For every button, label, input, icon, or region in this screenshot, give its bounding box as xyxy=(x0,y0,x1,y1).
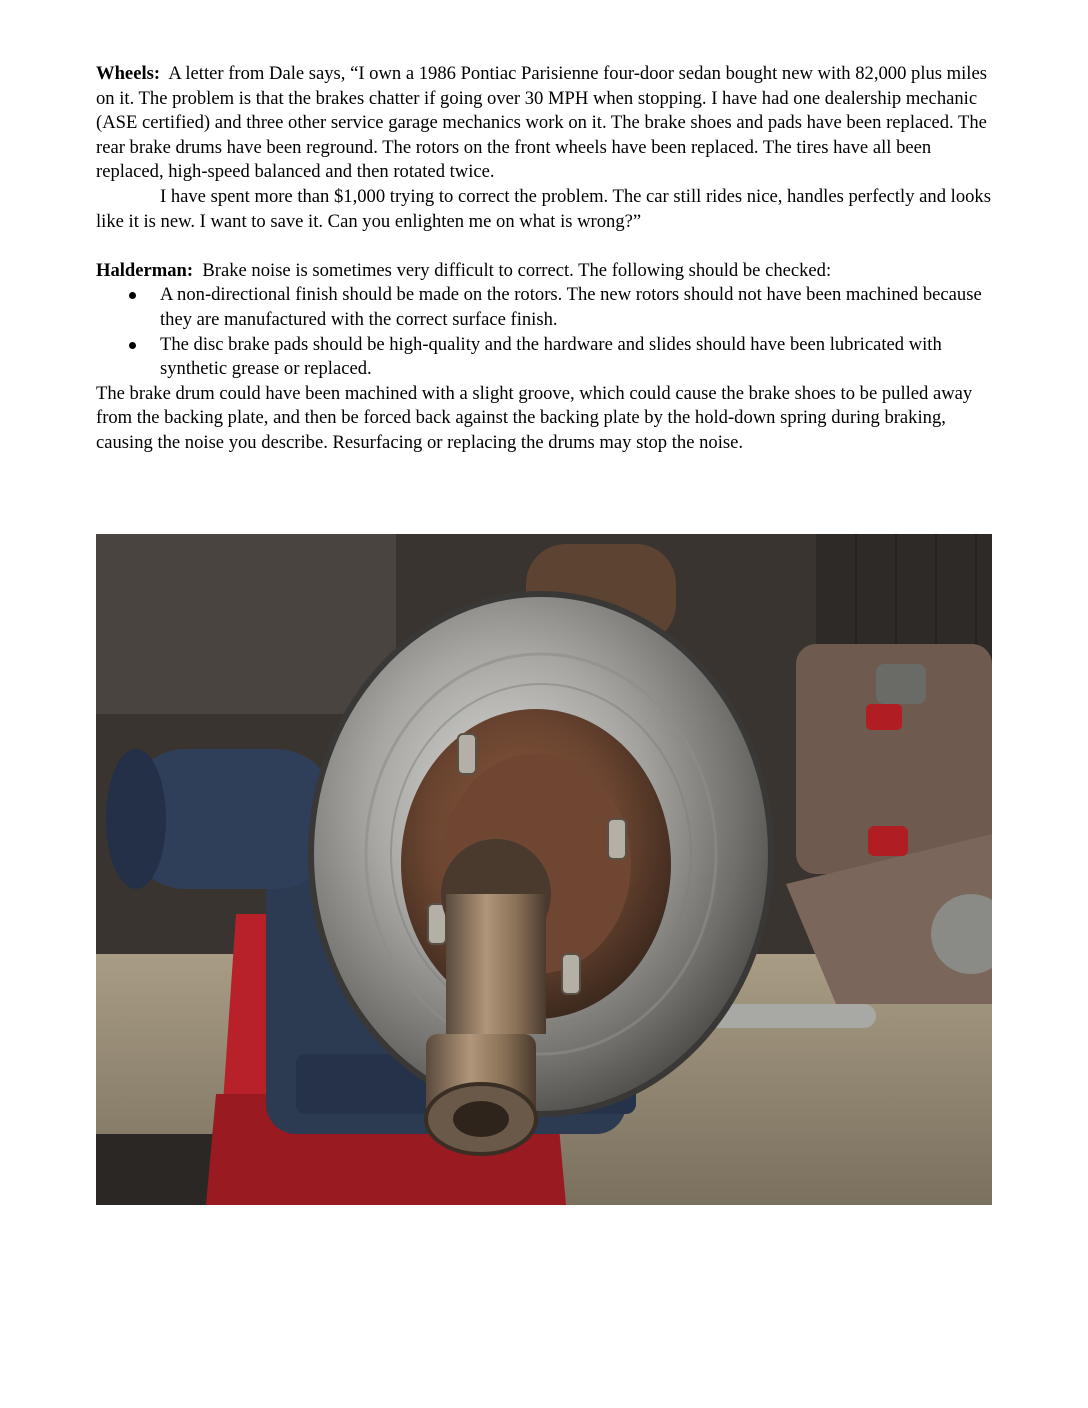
checklist-item xyxy=(96,333,996,382)
paragraph-gap xyxy=(96,234,996,259)
article-text xyxy=(96,62,996,456)
checklist xyxy=(96,283,996,381)
halderman-paragraph xyxy=(96,259,996,284)
brake-rotor-photo xyxy=(96,534,992,1205)
closing-paragraph: The brake drum could have been machined with a slight groove, which could cause the brake shoes to be pulled away from the backing plate, and then be forced back against the backing plate by the hold-down spring during braking, causing the noise you describe. Resurfacing or replacing the drums may stop the noise. xyxy=(96,382,973,453)
halderman-intro: Brake noise is sometimes very difficult to correct. The following should be checked: xyxy=(202,259,832,281)
checklist-item-text: The disc brake pads should be high-quality and the hardware and slides should have been lubricated with synthetic grease or replaced. xyxy=(160,333,942,380)
wheels-text: A letter from Dale says, “I own a 1986 Pontiac Parisienne four-door sedan bought new with 82,000 plus miles on it. The problem is that the brakes chatter if going over 30 MPH when stopping. I have had one dealership mechanic (ASE certified) and three other service garage mechanics work on it. The brake shoes and pads have been replaced. The rear brake drums have been reground. The rotors on the front wheels have been replaced. The tires have all been replaced, high-speed balanced and then rotated twice. xyxy=(96,63,987,183)
wheels-paragraph-2: I have spent more than $1,000 trying to correct the problem. The car still rides nice, handles perfectly and looks like it is new. I want to save it. Can you enlighten me on what is wrong?” xyxy=(96,185,991,232)
bullet-icon xyxy=(129,292,136,299)
bullet-icon xyxy=(129,342,136,349)
checklist-item-text: A non-directional finish should be made on the rotors. The new rotors should not have been machined because they are manufactured with the correct surface finish. xyxy=(160,284,982,330)
checklist-item xyxy=(96,283,996,332)
halderman-lead: Halderman: xyxy=(96,259,194,281)
wheels-paragraph xyxy=(96,62,996,185)
wheels-lead: Wheels: xyxy=(96,63,161,84)
